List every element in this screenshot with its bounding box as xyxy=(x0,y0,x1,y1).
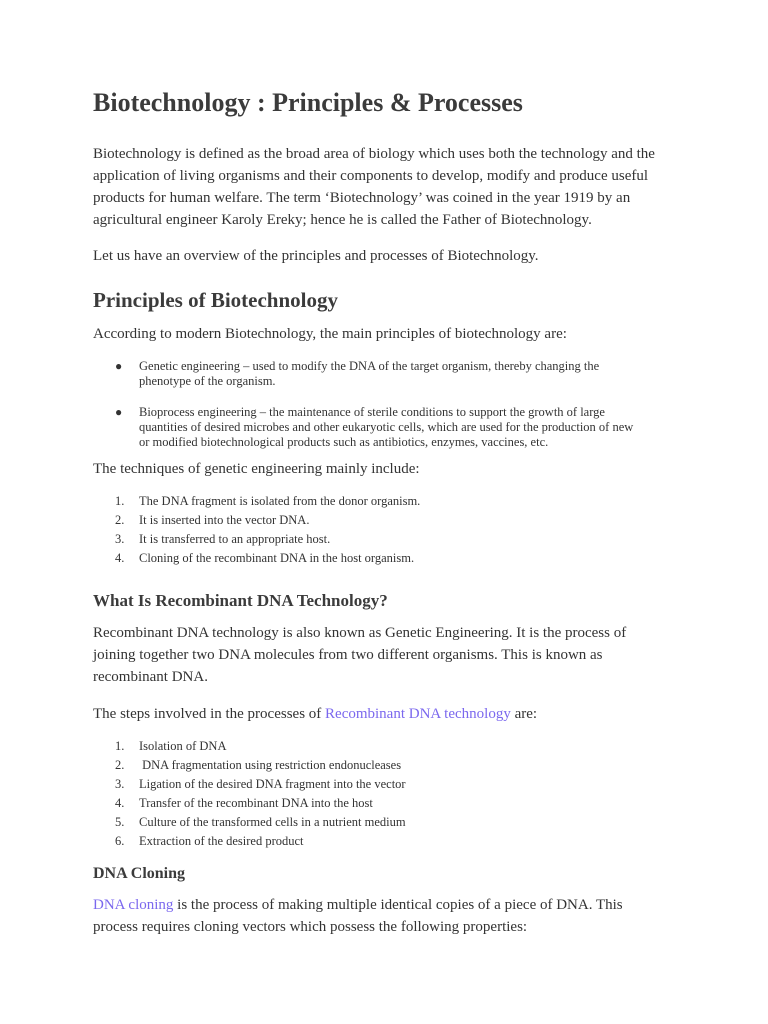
overview-paragraph: Let us have an overview of the principles and processes of Biotechnology. xyxy=(93,248,539,264)
bullet-2-line-2: quantities of desired microbes and other eukaryotic cells, which are used for the production of new xyxy=(139,420,634,434)
list-number: 4. xyxy=(115,796,125,810)
list-item xyxy=(93,813,683,832)
list-item xyxy=(93,530,683,549)
list-text: Culture of the transformed cells in a nutrient medium xyxy=(139,815,406,829)
list-text: Extraction of the desired product xyxy=(139,834,304,848)
list-number: 1. xyxy=(115,494,125,508)
list-text: It is transferred to an appropriate host. xyxy=(139,532,331,546)
bullet-2-line-1: Bioprocess engineering – the maintenance of sterile conditions to support the growth of large xyxy=(139,405,605,419)
list-number: 2. xyxy=(115,513,125,527)
list-item xyxy=(93,511,683,530)
list-number: 2. xyxy=(115,758,125,772)
list-item xyxy=(93,756,683,775)
list-item xyxy=(93,794,683,813)
list-text: DNA fragmentation using restriction endonucleases xyxy=(139,758,402,772)
bullet-2-line-3: or modified biotechnological products such as antibiotics, enzymes, vaccines, etc. xyxy=(139,435,549,449)
list-text: It is inserted into the vector DNA. xyxy=(139,513,310,527)
list-item xyxy=(93,775,683,794)
dna-cloning-line-2: process requires cloning vectors which possess the following properties: xyxy=(93,919,528,935)
steps-lead-end: are: xyxy=(510,706,538,722)
dna-cloning-paragraph xyxy=(93,894,683,938)
intro-paragraph xyxy=(93,143,683,231)
recombinant-line-2: joining together two DNA molecules from two different organisms. This is known as xyxy=(93,647,603,663)
list-number: 6. xyxy=(115,834,125,848)
list-item xyxy=(93,492,683,511)
bullet-1-line-1: Genetic engineering – used to modify the DNA of the target organism, thereby changing the xyxy=(139,359,600,373)
principles-heading: Principles of Biotechnology xyxy=(93,288,338,312)
dna-cloning-link[interactable]: DNA cloning xyxy=(93,897,174,913)
bullet-1-line-2: phenotype of the organism. xyxy=(139,374,276,388)
bullet-icon: ● xyxy=(115,359,123,373)
list-number: 1. xyxy=(115,739,125,753)
recombinant-line-3: recombinant DNA. xyxy=(93,669,208,685)
list-item xyxy=(93,737,683,756)
list-number: 4. xyxy=(115,551,125,565)
principles-lead: According to modern Biotechnology, the main principles of biotechnology are: xyxy=(93,326,567,342)
list-text: Transfer of the recombinant DNA into the host xyxy=(139,796,373,810)
recombinant-paragraph xyxy=(93,622,683,688)
list-number: 5. xyxy=(115,815,125,829)
list-text: Ligation of the desired DNA fragment into the vector xyxy=(139,777,406,791)
techniques-list xyxy=(93,492,683,568)
bullet-icon: ● xyxy=(115,405,123,419)
intro-line-3: products for human welfare. The term ‘Biotechnology’ was coined in the year 1919 by an xyxy=(93,190,631,206)
list-text: Cloning of the recombinant DNA in the host organism. xyxy=(139,551,415,565)
page-title: Biotechnology : Principles & Processes xyxy=(93,88,523,117)
list-item xyxy=(93,549,683,568)
recombinant-line-1: Recombinant DNA technology is also known as Genetic Engineering. It is the process of xyxy=(93,625,627,641)
principles-list xyxy=(93,359,683,450)
intro-line-1: Biotechnology is defined as the broad area of biology which uses both the technology and the xyxy=(93,146,655,162)
steps-lead-text: The steps involved in the processes of xyxy=(93,706,326,722)
recombinant-dna-technology-link[interactable]: Recombinant DNA technology xyxy=(325,706,511,722)
list-item xyxy=(93,405,683,450)
list-number: 3. xyxy=(115,777,125,791)
list-number: 3. xyxy=(115,532,125,546)
dna-cloning-heading: DNA Cloning xyxy=(93,865,186,882)
intro-line-4: agricultural engineer Karoly Ereky; hence he is called the Father of Biotechnology. xyxy=(93,212,592,228)
recombinant-steps-list xyxy=(93,737,683,851)
steps-lead xyxy=(93,703,683,725)
list-item xyxy=(93,359,683,389)
dna-cloning-line-1: is the process of making multiple identical copies of a piece of DNA. This xyxy=(173,897,623,913)
techniques-lead: The techniques of genetic engineering mainly include: xyxy=(93,461,420,477)
list-item xyxy=(93,832,683,851)
list-text: The DNA fragment is isolated from the donor organism. xyxy=(139,494,421,508)
intro-line-2: application of living organisms and their components to develop, modify and produce useful xyxy=(93,168,649,184)
list-text: Isolation of DNA xyxy=(139,739,227,753)
recombinant-heading: What Is Recombinant DNA Technology? xyxy=(93,591,388,610)
